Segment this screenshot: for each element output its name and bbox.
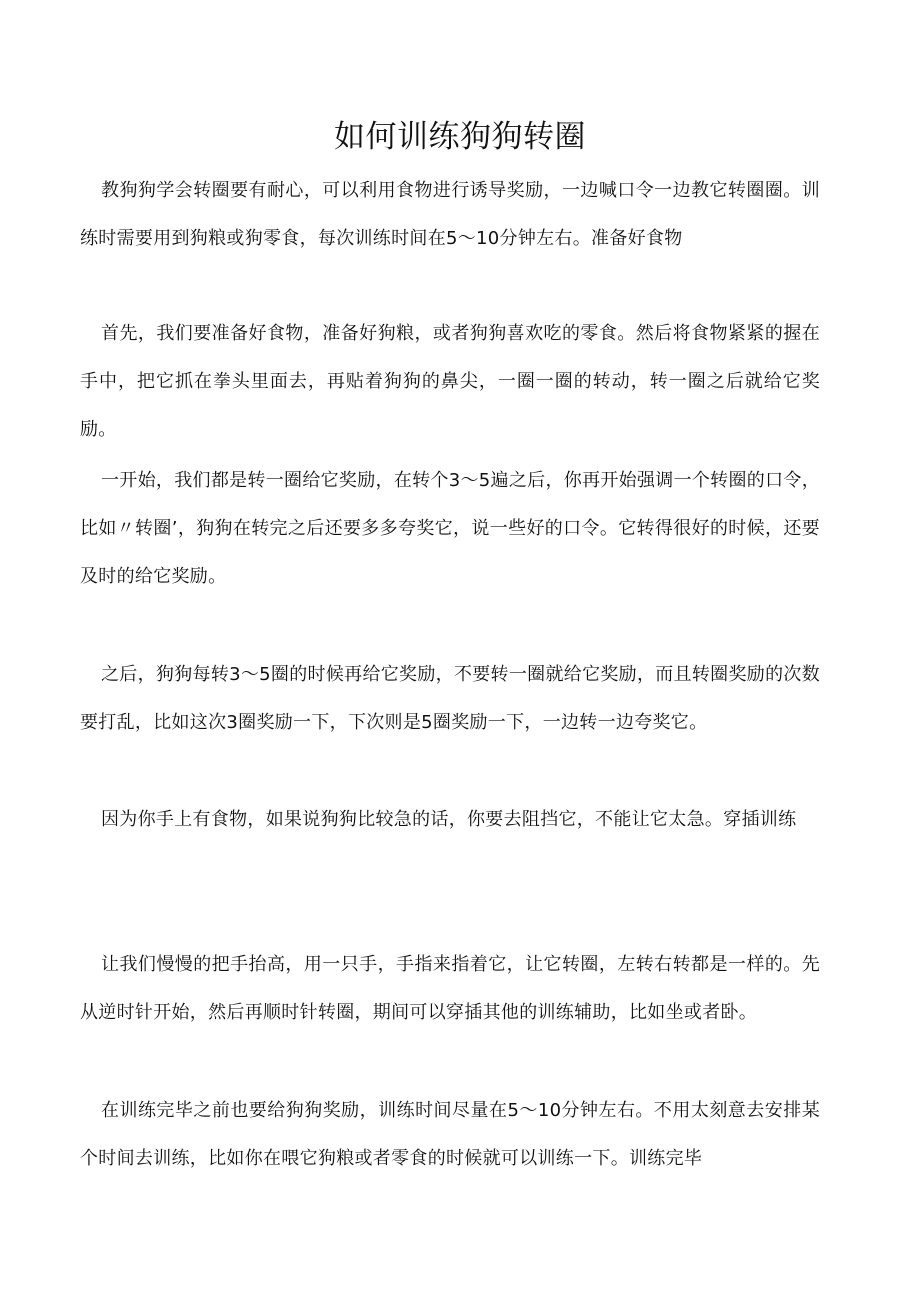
paragraph-step-command: 一开始，我们都是转一圈给它奖励，在转个3～5遍之后，你再开始强调一个转圈的口令，比如〃转圈’，狗狗在转完之后还要多多夸奖它，说一些好的口令。它转得很好的时候，还要及时的给它奖励。 <box>80 470 820 587</box>
paragraph-step-finish: 在训练完毕之前也要给狗狗奖励，训练时间尽量在5～10分钟左右。不用太刻意去安排某个时间去训练，比如你在喂它狗粮或者零食的时候就可以训练一下。训练完毕 <box>80 1100 820 1169</box>
document-title: 如何训练狗狗转圈 <box>334 119 586 155</box>
paragraph-step-reward-interval: 之后，狗狗每转3～5圈的时候再给它奖励，不要转一圈就给它奖励，而且转圈奖励的次数要打乱，比如这次3圈奖励一下，下次则是5圈奖励一下，一边转一边夸奖它。 <box>80 664 820 733</box>
paragraph-step-prepare-food: 首先，我们要准备好食物，准备好狗粮，或者狗狗喜欢吃的零食。然后将食物紧紧的握在手中，把它抓在拳头里面去，再贴着狗狗的鼻尖，一圈一圈的转动，转一圈之后就给它奖励。 <box>80 323 820 440</box>
paragraph-step-raise-hand: 让我们慢慢的把手抬高，用一只手，手指来指着它，让它转圈，左转右转都是一样的。先从逆时针开始，然后再顺时针转圈，期间可以穿插其他的训练辅助，比如坐或者卧。 <box>80 954 820 1023</box>
paragraph-step-block: 因为你手上有食物，如果说狗狗比较急的话，你要去阻挡它，不能让它太急。穿插训练 <box>101 809 797 830</box>
paragraph-intro: 教狗狗学会转圈要有耐心，可以利用食物进行诱导奖励，一边喊口令一边教它转圈圈。训练时需要用到狗粮或狗零食，每次训练时间在5～10分钟左右。准备好食物 <box>80 180 820 249</box>
